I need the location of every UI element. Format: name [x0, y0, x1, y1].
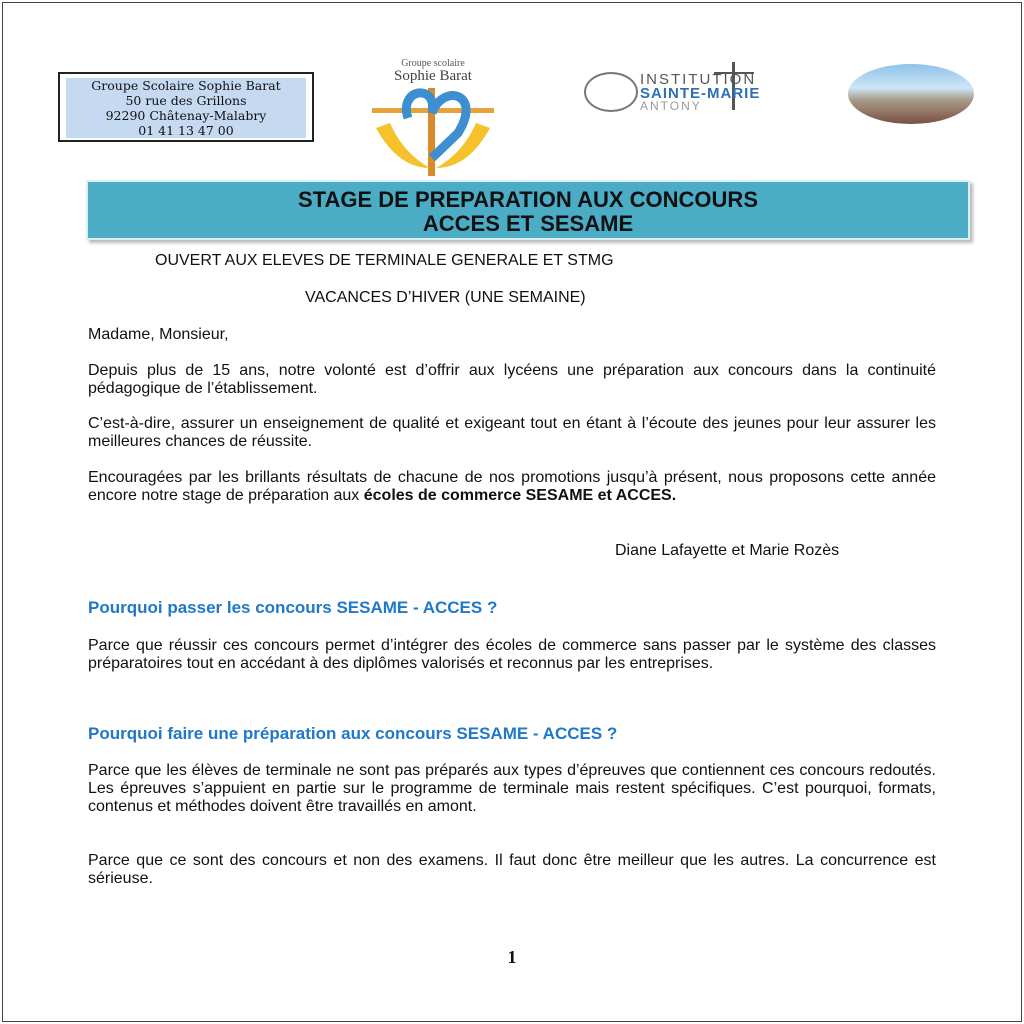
school-photo [848, 64, 974, 124]
address-line: 50 rue des Grillons [125, 93, 247, 108]
subtitle: OUVERT AUX ELEVES DE TERMINALE GENERALE ET STMG [155, 252, 614, 269]
page-title [86, 180, 970, 240]
section-heading: Pourquoi faire une préparation aux concours SESAME - ACCES ? [88, 724, 618, 743]
paragraph: Parce que les élèves de terminale ne sont pas préparés aux types d’épreuves que contiennent ces concours redoutés. Les épreuves s’appuient en partie sur le programme de terminale mais restent spécifiques. C’est pourquoi, formats, contenus et méthodes doivent être travaillés en amont. [88, 762, 936, 815]
cross-heart-icon [368, 58, 498, 178]
logo-text: Groupe scolaire [401, 58, 465, 69]
title-line: STAGE DE PREPARATION AUX CONCOURS [298, 187, 758, 212]
sophie-barat-logo [368, 58, 498, 178]
paragraph: Parce que réussir ces concours permet d’intégrer des écoles de commerce sans passer par le système des classes préparatoires tout en accédant à des diplômes valorisés et reconnus par les entreprises. [88, 637, 936, 672]
seal-icon [584, 72, 638, 112]
signature: Diane Lafayette et Marie Rozès [615, 542, 840, 559]
logo-text: Sophie Barat [394, 68, 472, 84]
paragraph-text: Encouragées par les brillants résultats de chacune de nos promotions jusqu’à présent, nous proposons cette année encore notre stage de préparation aux [88, 469, 936, 504]
title-line: ACCES ET SESAME [422, 211, 634, 236]
paragraph: C’est-à-dire, assurer un enseignement de qualité et exigeant tout en étant à l’écoute des jeunes pour leur assurer les meilleures chances de réussite. [88, 415, 936, 450]
logo-text: SAINTE-MARIE [640, 85, 761, 102]
page-number: 1 [507, 947, 517, 967]
address-line: 01 41 13 47 00 [138, 123, 234, 138]
subtitle: VACANCES D’HIVER (UNE SEMAINE) [305, 289, 586, 306]
address-line: Groupe Scolaire Sophie Barat [91, 78, 281, 93]
salutation: Madame, Monsieur, [88, 326, 229, 343]
address-line: 92290 Châtenay-Malabry [105, 108, 267, 123]
logo-text: INSTITUTION [640, 71, 757, 88]
paragraph: Depuis plus de 15 ans, notre volonté est d’offrir aux lycéens une préparation aux concours dans la continuité pédagogique de l’établissement. [88, 362, 936, 397]
paragraph [88, 469, 936, 505]
address-box [58, 72, 314, 142]
sainte-marie-logo [582, 66, 792, 112]
paragraph: Parce que ce sont des concours et non des examens. Il faut donc être meilleur que les autres. La concurrence est sérieuse. [88, 852, 936, 887]
paragraph-bold: écoles de commerce SESAME et ACCES. [363, 487, 677, 504]
section-heading: Pourquoi passer les concours SESAME - ACCES ? [88, 598, 498, 617]
logo-text: ANTONY [640, 99, 702, 113]
